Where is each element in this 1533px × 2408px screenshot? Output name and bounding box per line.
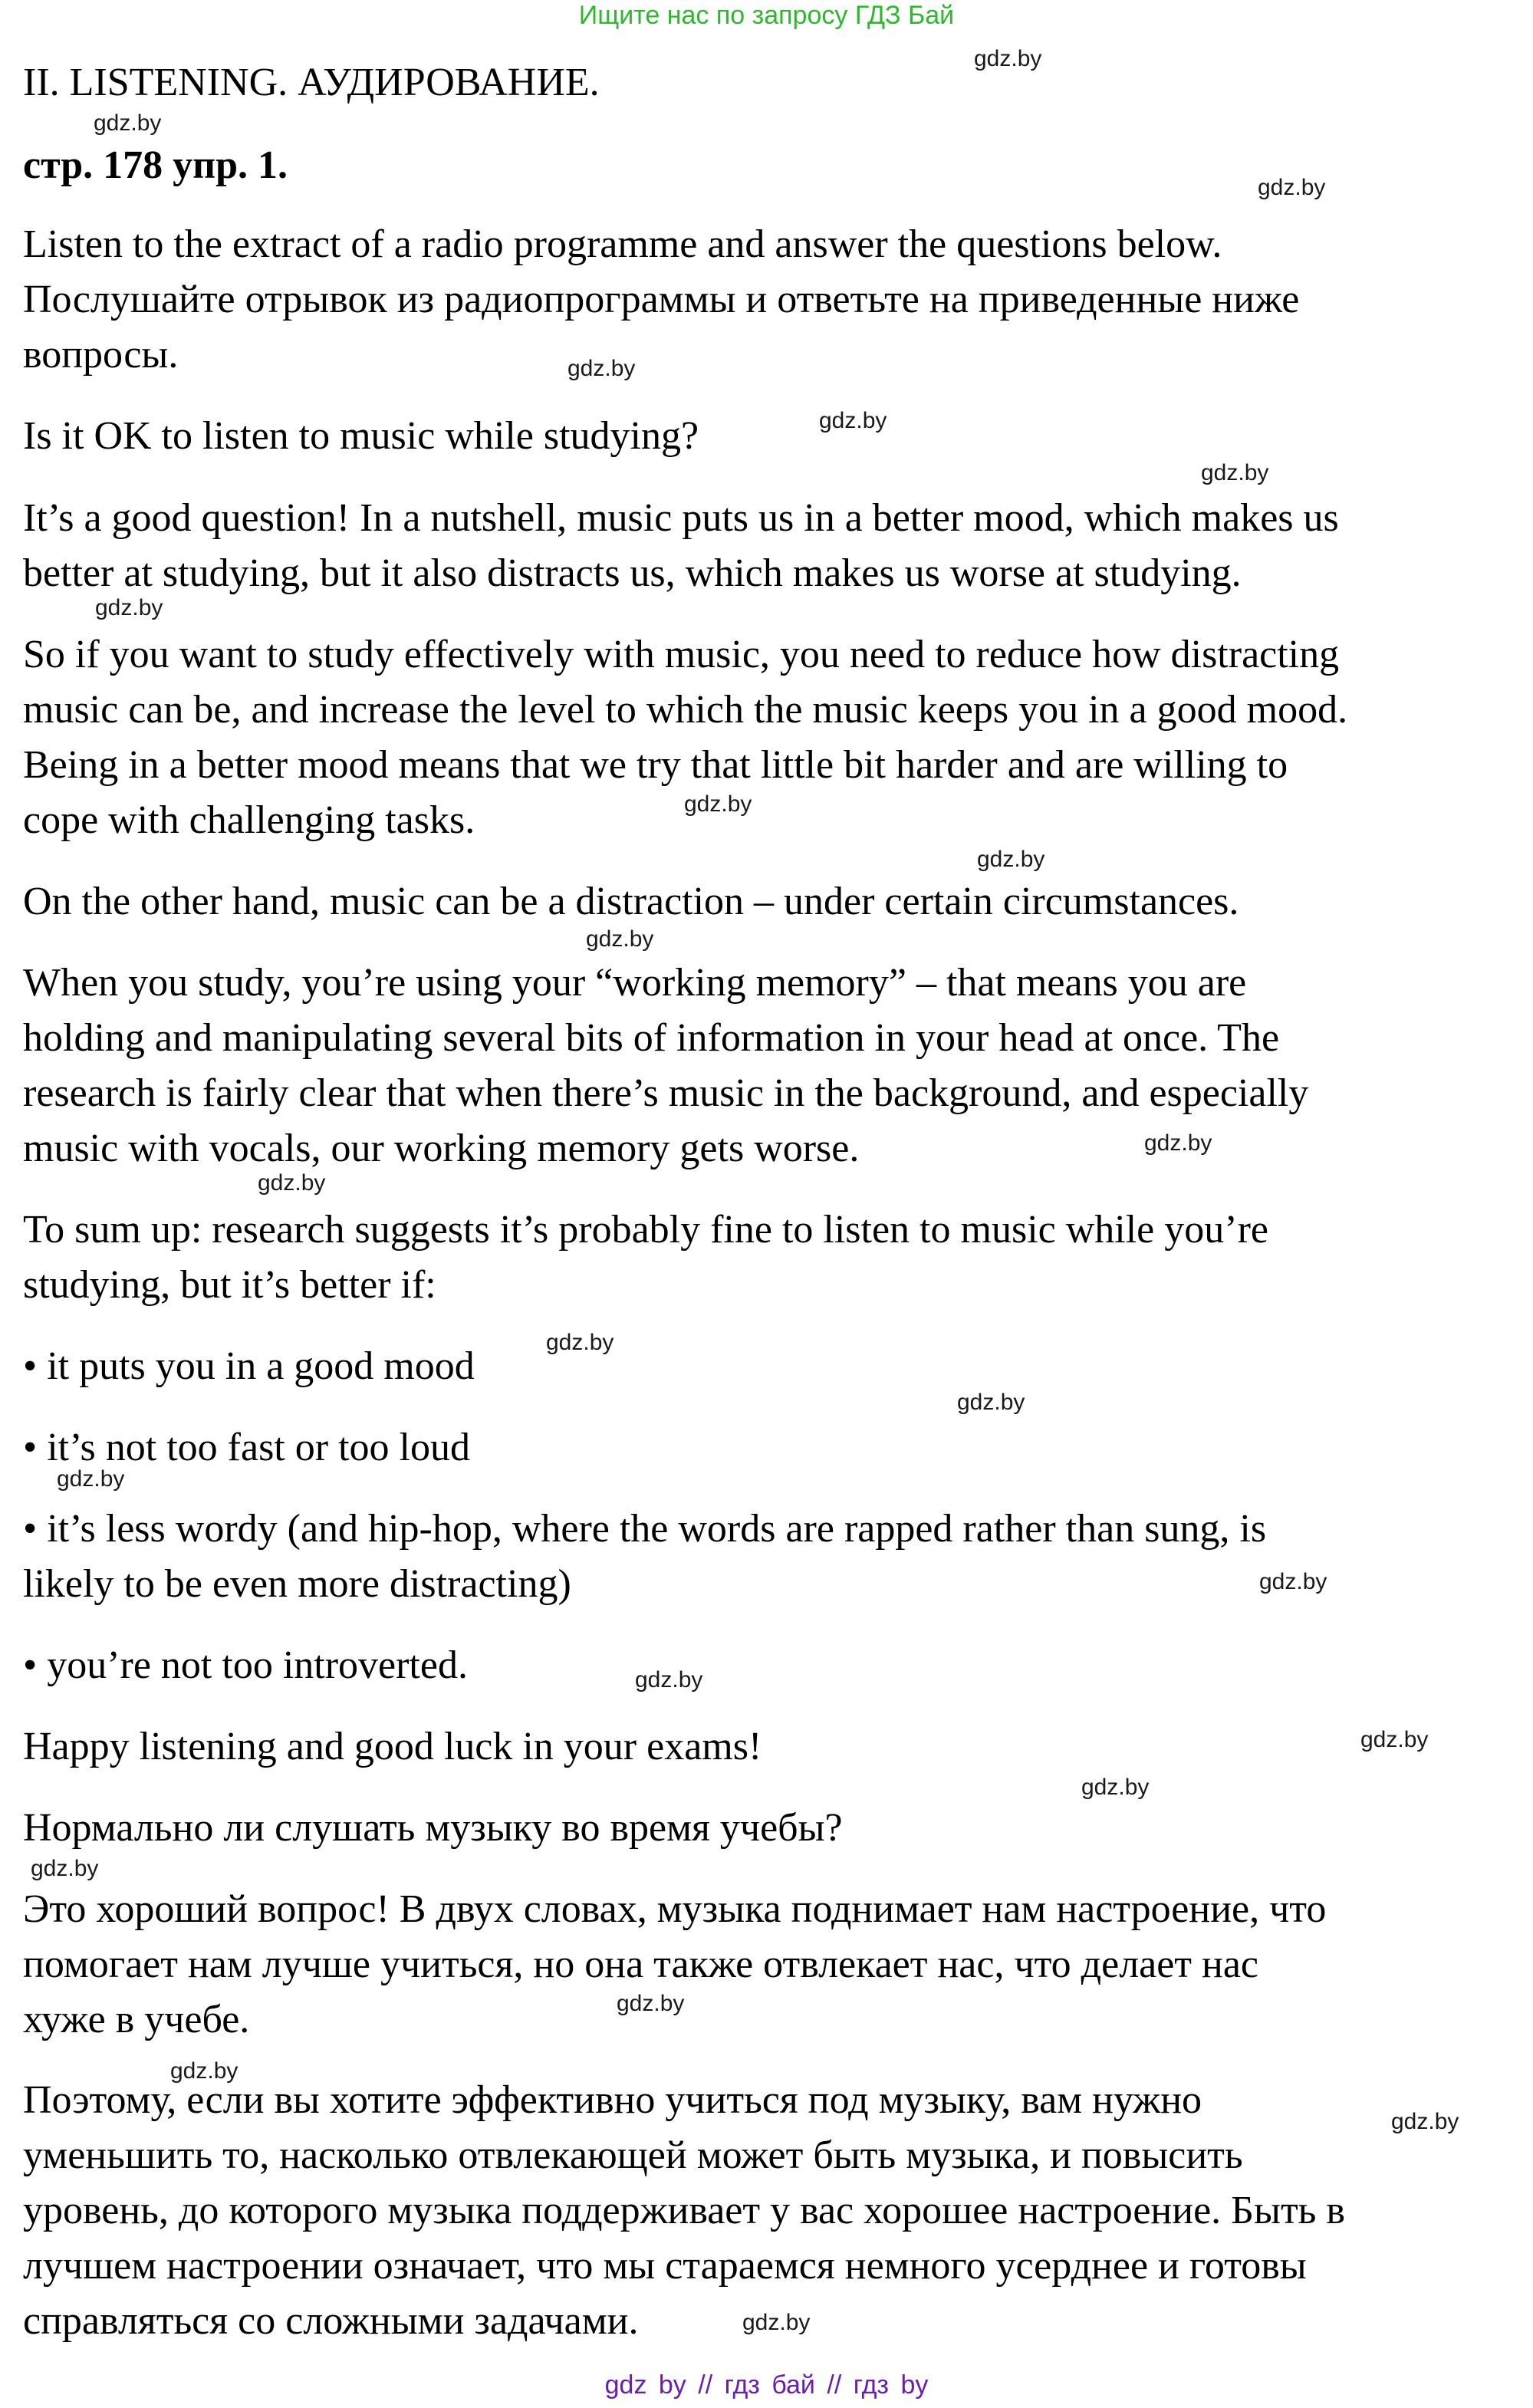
watermark: gdz.by [684,791,752,817]
text-line: помогает нам лучше учиться, но она также отвлекает нас, что делает нас [23,1943,1259,1986]
text-line: So if you want to study effectively with music, you need to reduce how distracting [23,633,1340,676]
text-line: holding and manipulating several bits of information in your head at once. The [23,1016,1280,1060]
text-line: Поэтому, если вы хотите эффективно учиться под музыку, вам нужно [23,2078,1202,2122]
section-heading: II. LISTENING. АУДИРОВАНИЕ. [23,61,600,104]
watermark: gdz.by [977,847,1045,872]
watermark: gdz.by [94,110,162,136]
text-line: It’s a good question! In a nutshell, music puts us in a better mood, which makes us [23,496,1339,540]
text-line: When you study, you’re using your “working memory” – that means you are [23,961,1247,1005]
bullet-item: • it puts you in a good mood [23,1344,475,1388]
watermark: gdz.by [1259,1569,1327,1594]
text-line: Нормально ли слушать музыку во время учебы? [23,1806,843,1850]
watermark: gdz.by [586,926,654,952]
watermark: gdz.by [1144,1130,1212,1156]
watermark: gdz.by [819,408,887,433]
text-line: Is it OK to listen to music while studying? [23,414,699,458]
watermark: gdz.by [1258,175,1326,200]
text-line: лучшем настроении означает, что мы стараемся немного усерднее и готовы [23,2244,1307,2288]
watermark: gdz.by [546,1330,614,1355]
text-line: уровень, до которого музыка поддерживает у вас хорошее настроение. Быть в [23,2189,1345,2232]
exercise-reference: стр. 178 упр. 1. [23,143,288,187]
text-line: studying, but it’s better if: [23,1263,436,1307]
text-line: Это хороший вопрос! В двух словах, музыка поднимает нам настроение, что [23,1887,1327,1931]
text-line: Послушайте отрывок из радиопрограммы и ответьте на приведенные ниже [23,278,1300,321]
text-line: likely to be even more distracting) [23,1562,571,1606]
watermark: gdz.by [1081,1775,1150,1800]
text-line: cope with challenging tasks. [23,798,475,842]
watermark: gdz.by [1201,460,1269,485]
text-line: better at studying, but it also distracts us, which makes us worse at studying. [23,551,1242,595]
text-line: справляться со сложными задачами. [23,2299,639,2343]
text-line: Being in a better mood means that we try that little bit harder and are willing to [23,743,1288,787]
text-line: music can be, and increase the level to which the music keeps you in a good mood. [23,688,1348,732]
text-line: вопросы. [23,333,179,377]
watermark: gdz.by [567,356,636,381]
text-line: Listen to the extract of a radio programme and answer the questions below. [23,222,1222,266]
text-line: уменьшить то, насколько отвлекающей может быть музыка, и повысить [23,2133,1243,2177]
text-line: Happy listening and good luck in your exams! [23,1725,762,1768]
watermark: gdz.by [1391,2109,1459,2134]
bullet-item: • you’re not too introverted. [23,1643,468,1687]
top-banner: Ищите нас по запросу ГДЗ Бай [578,1,955,30]
watermark: gdz.by [95,595,163,620]
watermark: gdz.by [170,2058,239,2084]
bullet-item: • it’s less wordy (and hip-hop, where the words are rapped rather than sung, is [23,1507,1267,1551]
watermark: gdz.by [1360,1727,1429,1752]
text-line: On the other hand, music can be a distraction – under certain circumstances. [23,880,1239,923]
text-line: хуже в учебе. [23,1998,250,2041]
watermark: gdz.by [635,1667,703,1693]
watermark: gdz.by [617,1991,685,2016]
watermark: gdz.by [258,1170,326,1196]
footer-links: gdz by // гдз бай // гдз by [604,2370,929,2400]
text-line: research is fairly clear that when there’s music in the background, and especially [23,1071,1309,1115]
watermark: gdz.by [974,46,1042,71]
watermark: gdz.by [31,1856,99,1881]
text-line: music with vocals, our working memory gets worse. [23,1127,860,1170]
text-line: To sum up: research suggests it’s probably fine to listen to music while you’re [23,1208,1268,1252]
watermark: gdz.by [957,1390,1025,1415]
watermark: gdz.by [742,2310,811,2335]
watermark: gdz.by [57,1466,125,1492]
bullet-item: • it’s not too fast or too loud [23,1426,470,1469]
